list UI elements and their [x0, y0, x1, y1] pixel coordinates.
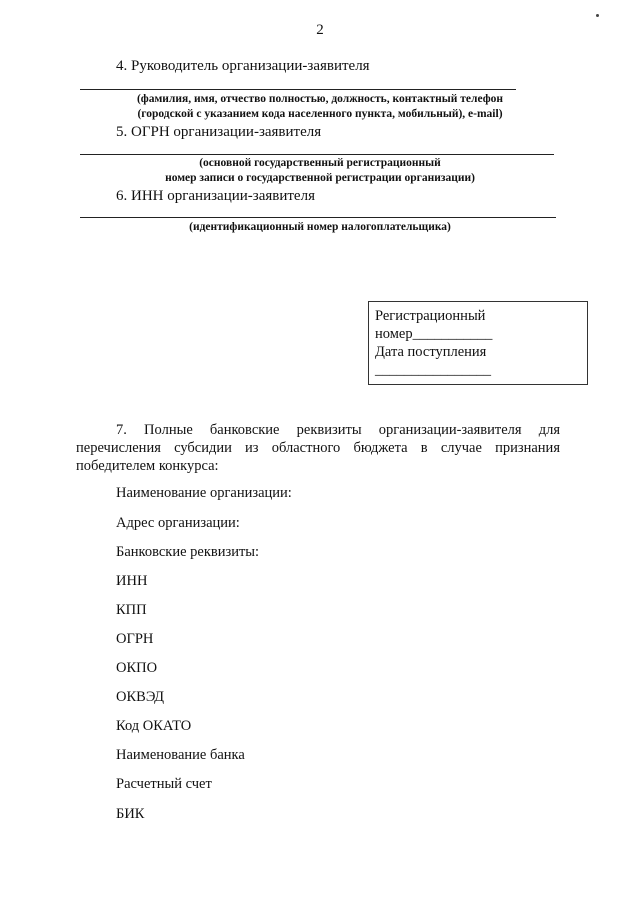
field-okato-code: Код ОКАТО: [116, 718, 192, 734]
scan-speck: [596, 14, 599, 17]
field-bank-details: Банковские реквизиты:: [116, 544, 260, 560]
field-bank-name: Наименование банка: [116, 747, 245, 763]
receipt-date-field: ________________: [375, 362, 491, 378]
section6-heading: 6. ИНН организации-заявителя: [116, 188, 315, 204]
section4-hint-line2: (городской с указанием кода населенного пункта, мобильный), e-mail): [137, 108, 503, 120]
section5-hint-line2: номер записи о государственной регистрации организации): [165, 172, 475, 184]
section4-heading: 4. Руководитель организации-заявителя: [116, 58, 370, 74]
registration-box: [368, 301, 588, 385]
section7-paragraph: [76, 421, 560, 475]
section6-fill-line: [80, 217, 556, 218]
section6-hint-line1: (идентификационный номер налогоплательщика): [189, 221, 451, 233]
section7-text: 7. Полные банковские реквизиты организации-заявителя для перечисления субсидии из областного бюджета в случае признания победителем конкурса:: [76, 422, 560, 474]
field-organization-name: Наименование организации:: [116, 485, 292, 501]
section5-heading: 5. ОГРН организации-заявителя: [116, 124, 322, 140]
section5-hint-line1: (основной государственный регистрационный: [199, 157, 441, 169]
registration-number-field: номер___________: [375, 326, 493, 342]
section5-fill-line: [80, 154, 554, 155]
field-ogrn: ОГРН: [116, 631, 154, 647]
registration-label: Регистрационный: [375, 308, 486, 324]
section4-hint-line1: (фамилия, имя, отчество полностью, должность, контактный телефон: [136, 93, 504, 105]
field-okpo: ОКПО: [116, 660, 158, 676]
section4-fill-line: [80, 89, 516, 90]
page-number: 2: [316, 22, 324, 38]
field-inn: ИНН: [116, 573, 148, 589]
field-organization-address: Адрес организации:: [116, 515, 240, 531]
receipt-date-label: Дата поступления: [375, 344, 487, 360]
field-kpp: КПП: [116, 602, 147, 618]
field-bik: БИК: [116, 806, 145, 822]
field-settlement-account: Расчетный счет: [116, 776, 212, 792]
field-okved: ОКВЭД: [116, 689, 165, 705]
